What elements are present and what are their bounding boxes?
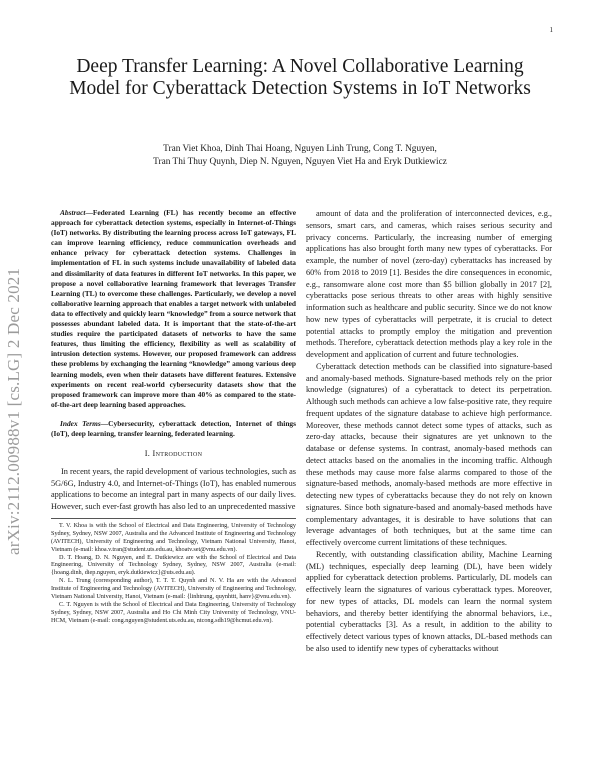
footnote-divider xyxy=(51,518,296,519)
page-number: 1 xyxy=(549,26,553,34)
body-paragraph: amount of data and the proliferation of interconnected devices, e.g., sensors, smart cars, and cameras, which raises serious security and privacy concerns. Particularly, the increasing number of emerging applications has also brought forth many new types of cyberattacks. For example, the number of novel (zero-day) cyberattacks has increased by 60% from 2018 to 2019 [1]. Besides the dire consequences in economic, e.g., ransomware alone cost more than $5 billion globally in 2017 [2], cyberattacks pose serious threats to other areas with highly sensitive information such as healthcare and public security. Since we do not know how new types of cyberattacks will perpetrate, it is crucial to detect potential attacks to promptly employ the mitigation and prevention methods. Therefore, cyberattack detection methods play a key role in the development and application of current and future technologies. xyxy=(306,209,552,359)
introduction-paragraph: In recent years, the rapid development of various technologies, such as 5G/6G, Industry 4.0, and Internet-of-Things (IoT), has enabled numerous applications to become an integral part in many aspects of our daily lives. However, such ever-fast growth has also led to an unprecedented massive xyxy=(51,467,296,512)
left-column xyxy=(51,208,296,625)
affiliation-footnote: T. V. Khoa is with the School of Electrical and Data Engineering, University of Technology Sydney, Sydney, NSW 2007, Australia and the Advanced Institute of Engineering and Technology (AVITECH), University of Engineering and Technology, Vietnam National University, Hanoi, Vietnam (e-mail: khoa.v.tran@student.uts.edu.au, khoatv.set@vnu.edu.vn). xyxy=(51,521,296,553)
index-terms-text: —Cybersecurity, cyberattack detection, Internet of things (IoT), deep learning, transfer learning, federated learning. xyxy=(51,418,297,438)
paper-title: Deep Transfer Learning: A Novel Collaborative Learning Model for Cyberattack Detection Systems in IoT Networks xyxy=(69,56,531,99)
author-list xyxy=(60,143,540,168)
affiliation-footnote: D. T. Hoang, D. N. Nguyen, and E. Dutkiewicz are with the School of Electrical and Data Engineering, University of Technology Sydney, Sydney, NSW 2007, Australia (e-mail: {hoang.dinh, diep.nguyen, eryk.dutkiewicz}@uts.edu.au). xyxy=(51,553,296,577)
body-paragraph: Cyberattack detection methods can be classified into signature-based and anomaly-based methods. Signature-based methods rely on the prior knowledge (signatures) of a cyberattack to detect its perpetration. Although such methods can achieve a low false-positive rate, they require frequent updates of the signature database to achieve high performance. Moreover, these methods cannot detect some types of attacks, such as zero-day attacks, because their signatures are yet unknown to the database or defense systems. In contrast, anomaly-based methods can detect attacks based on the anomalies in the incoming traffic. Although these methods may cause more false alarms compared to those of the signature-based methods, anomaly-based methods are more effective in detecting new types of cyberattacks because they do not rely on known signatures. Since both signature-based and anomaly-based methods have complementary advantages, it is desirable to have solutions that can leverage advantages of both techniques, but at the same time can effectively overcome current limitations of these techniques. xyxy=(306,361,552,547)
affiliation-footnote: C. T. Nguyen is with the School of Electrical and Data Engineering, University of Technology Sydney, Sydney, NSW 2007, Australia and Ho Chi Minh City University of Technology, VNU-HCM, Vietnam (e-mail: cong.nguyen@student.uts.edu.au, ntcong.sdh19@hcmut.edu.vn). xyxy=(51,600,296,624)
abstract-label: Abstract xyxy=(60,208,86,217)
abstract xyxy=(51,208,296,410)
author-line: Tran Viet Khoa, Dinh Thai Hoang, Nguyen Linh Trung, Cong T. Nguyen, xyxy=(163,144,437,154)
index-terms-label: Index Terms xyxy=(60,418,101,428)
section-heading: I. Introduction xyxy=(144,449,203,459)
arxiv-identifier-stamp: arXiv:2112.00988v1 [cs.LG] 2 Dec 2021 xyxy=(4,267,23,555)
abstract-text: —Federated Learning (FL) has recently become an effective approach for cyberattack detection systems, especially in Internet-of-Things (IoT) networks. By distributing the learning process across IoT gateways, FL can improve learning efficiency, reduce communication overheads and enhance privacy for cyberattack detection systems. Challenges in implementation of FL in such systems include unavailability of labeled data and dissimilarity of data features in different IoT networks. In this paper, we propose a novel collaborative learning framework that leverages Transfer Learning (TL) to overcome these challenges. Particularly, we develop a novel collaborative learning approach that enables a target network with unlabeled data to effectively and quickly learn “knowledge” from a source network that possesses abundant labeled data. It is important that the state-of-the-art studies require the participated datasets of networks to have the same features, thus limiting the efficiency, flexibility as well as scalability of intrusion detection systems. However, our proposed framework can address these problems by exchanging the learning “knowledge” among various deep learning models, even when their datasets have different features. Extensive experiments on recent real-world cybersecurity datasets show that the proposed framework can improve more than 40% as compared to the state-of-the-art deep learning based approaches. xyxy=(51,208,296,409)
affiliation-footnote: N. L. Trung (corresponding author), T. T. T. Quynh and N. V. Ha are with the Advanced Institute of Engineering and Technology (AVITECH), University of Engineering and Technology, Vietnam National University, Hanoi, Vietnam (e-mail: {linhtrung, quynhttt, hanv}@vnu.edu.vn). xyxy=(51,577,296,601)
author-line: Tran Thi Thuy Quynh, Diep N. Nguyen, Nguyen Viet Ha and Eryk Dutkiewicz xyxy=(153,156,447,167)
right-column xyxy=(306,208,552,655)
body-paragraph: Recently, with outstanding classification ability, Machine Learning (ML) techniques, especially deep learning (DL), have been widely applied for cyberattack detection problems. Particularly, DL models can effectively learn the signatures of various cyberattack types. Moreover, for new types of attacks, DL models can learn the normal system behaviors, and thereby better identifying the abnormal behaviors, i.e., potential cyberattacks [3]. As a result, in addition to the ability to effectively detect various types of known attacks, DL-based methods can be also used to identify new types of cyberattacks without xyxy=(306,549,552,653)
index-terms xyxy=(51,419,296,439)
